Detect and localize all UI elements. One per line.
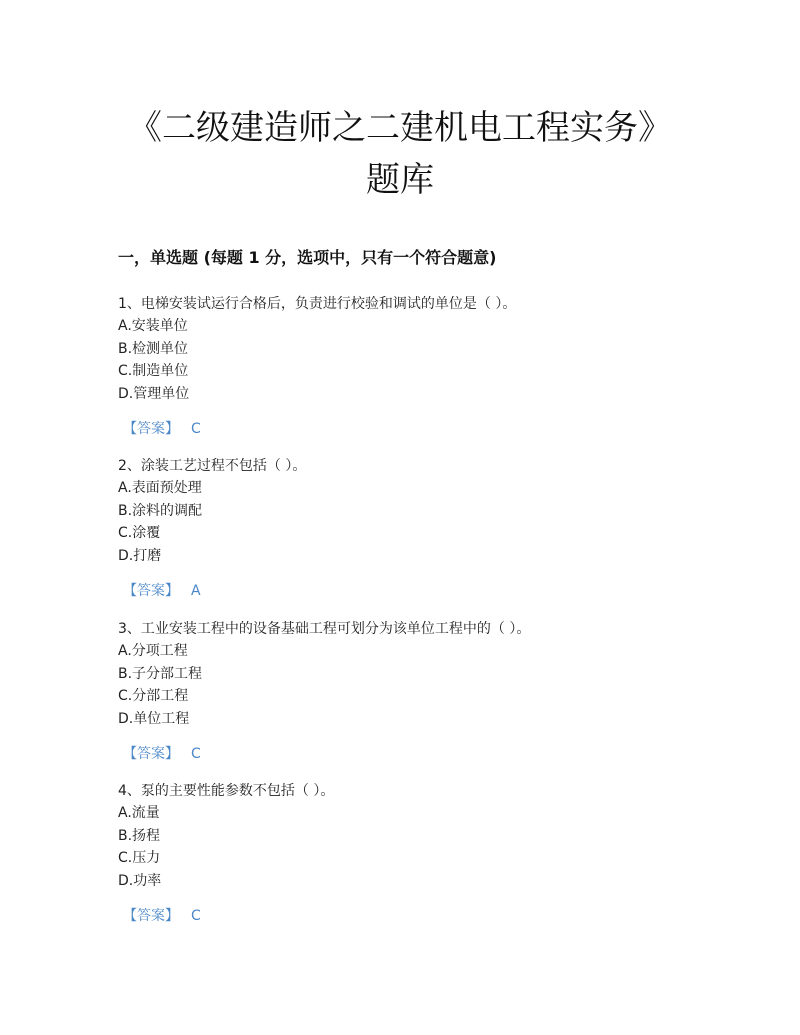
question-option-b: B.涂料的调配 [118, 502, 203, 519]
question-option-a: A.安装单位 [118, 318, 188, 334]
question-answer [118, 419, 698, 439]
section-header: 一，单选题 (每题 1 分，选项中，只有一个符合题意) [118, 248, 497, 267]
question-stem: 1、电梯安装试运行合格后，负责进行校验和调试的单位是（ ）。 [118, 296, 517, 312]
answer-label: 【答案】 [123, 908, 179, 924]
question-4 [118, 781, 698, 926]
question-option-d: D.打磨 [118, 547, 162, 564]
question-option-d: D.单位工程 [118, 710, 190, 727]
answer-value: A [191, 583, 201, 599]
question-answer [118, 744, 698, 764]
question-answer [118, 581, 698, 601]
question-option-d: D.管理单位 [118, 385, 190, 402]
question-1 [118, 294, 698, 439]
answer-label: 【答案】 [123, 746, 179, 762]
document-title-line-2: 题库 [366, 160, 434, 200]
question-2 [118, 456, 698, 601]
question-option-b: B.子分部工程 [118, 665, 203, 682]
question-option-c: C.分部工程 [118, 688, 189, 704]
question-option-c: C.压力 [118, 850, 161, 866]
question-3 [118, 619, 698, 764]
question-option-d: D.功率 [118, 872, 162, 889]
question-answer [118, 906, 698, 926]
answer-label: 【答案】 [123, 583, 179, 599]
answer-value: C [191, 908, 201, 924]
question-stem: 4、泵的主要性能参数不包括（ ）。 [118, 783, 335, 799]
question-stem: 3、工业安装工程中的设备基础工程可划分为该单位工程中的（ ）。 [118, 621, 531, 637]
document-title-line-1: 《二级建造师之二建机电工程实务》 [128, 108, 672, 148]
question-option-c: C.制造单位 [118, 363, 189, 379]
answer-label: 【答案】 [123, 421, 179, 437]
question-option-b: B.扬程 [118, 827, 161, 844]
question-stem: 2、涂装工艺过程不包括（ ）。 [118, 458, 307, 474]
answer-value: C [191, 421, 201, 437]
question-option-c: C.涂覆 [118, 525, 161, 541]
answer-value: C [191, 746, 201, 762]
question-option-b: B.检测单位 [118, 340, 189, 357]
question-option-a: A.流量 [118, 805, 160, 821]
question-option-a: A.表面预处理 [118, 480, 202, 496]
question-option-a: A.分项工程 [118, 643, 188, 659]
